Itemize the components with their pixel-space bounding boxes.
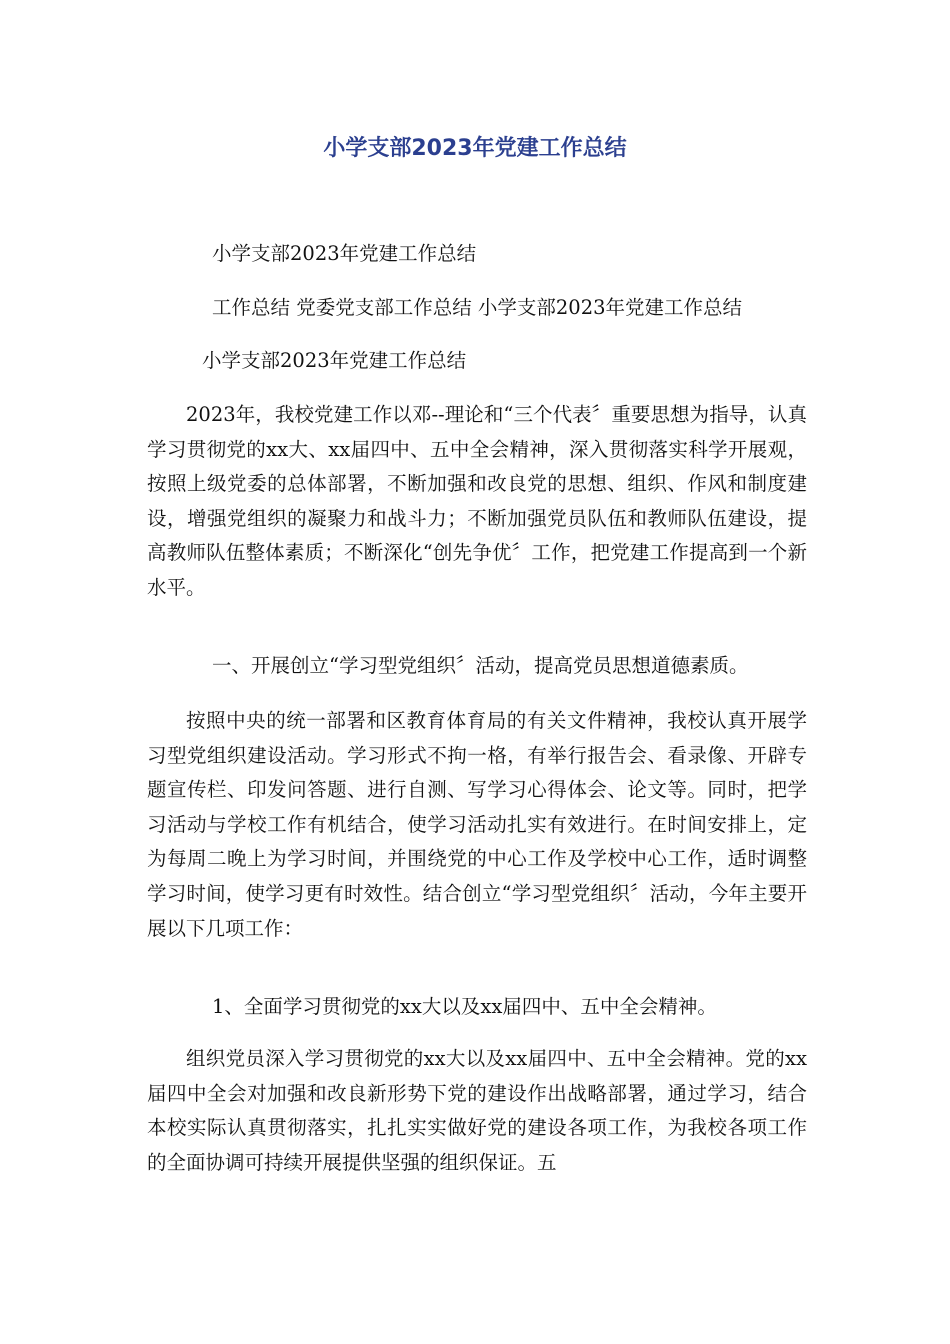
intro-paragraph: 2023年，我校党建工作以邓--理论和“三个代表〞重要思想为指导，认真学习贯彻党的xx大、xx届四中、五中全会精神，深入贯彻落实科学开展观，按照上级党委的总体部署，不断加强和改良党的思想、组织、作风和制度建设，增强党组织的凝聚力和战斗力；不断加强党员队伍和教师队伍建设，提高教师队伍整体素质；不断深化“创先争优〞工作，把党建工作提高到一个新水平。 xyxy=(147,403,807,599)
subtitle-line: 小学支部2023年党建工作总结 xyxy=(212,242,477,265)
subtitle-line-repeat: 小学支部2023年党建工作总结 xyxy=(202,349,467,372)
document-title: 小学支部2023年党建工作总结 xyxy=(323,136,627,161)
section-heading-1: 一、开展创立“学习型党组织〞活动，提高党员思想道德素质。 xyxy=(212,654,749,677)
tags-line: 工作总结 党委党支部工作总结 小学支部2023年党建工作总结 xyxy=(212,296,743,319)
subsection-heading-1-1: 1、全面学习贯彻党的xx大以及xx届四中、五中全会精神。 xyxy=(212,995,717,1018)
subsection-1-1-paragraph: 组织党员深入学习贯彻党的xx大以及xx届四中、五中全会精神。党的xx届四中全会对加强和改良新形势下党的建设作出战略部署，通过学习，结合本校实际认真贯彻落实，扎扎实实做好党的建设各项工作，为我校各项工作的全面协调可持续开展提供坚强的组织保证。五 xyxy=(147,1047,807,1174)
section-1-paragraph: 按照中央的统一部署和区教育体育局的有关文件精神，我校认真开展学习型党组织建设活动。学习形式不拘一格，有举行报告会、看录像、开辟专题宣传栏、印发问答题、进行自测、写学习心得体会、论文等。同时，把学习活动与学校工作有机结合，使学习活动扎实有效进行。在时间安排上，定为每周二晚上为学习时间，并围绕党的中心工作及学校中心工作，适时调整学习时间，使学习更有时效性。结合创立“学习型党组织〞活动，今年主要开展以下几项工作： xyxy=(147,709,807,940)
